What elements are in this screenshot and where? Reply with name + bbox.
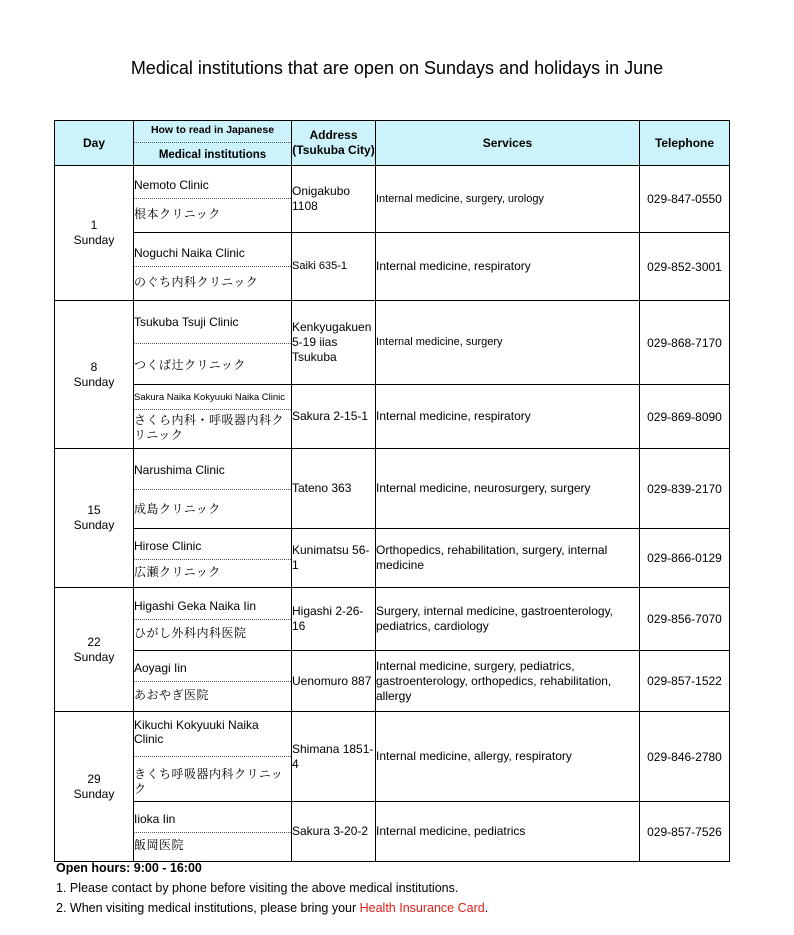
institution-cell [134, 449, 292, 529]
day-number: 8 [90, 359, 98, 374]
institution-cell [134, 301, 292, 385]
institution-name-en: Tsukuba Tsuji Clinic [134, 309, 291, 344]
institution-cell [134, 233, 292, 301]
note-contact-phone: 1. Please contact by phone before visiting the above medical institutions. [56, 881, 459, 895]
insurance-card-highlight: Health Insurance Card [359, 901, 485, 915]
day-number: 15 [87, 503, 101, 517]
institution-cell [134, 802, 292, 862]
telephone-cell: 029-866-0129 [640, 529, 730, 588]
institution-name-en: Sakura Naika Kokyuuki Naika Clinic [134, 386, 291, 410]
address-cell: Uenomuro 887 [292, 651, 376, 712]
table-row [55, 529, 730, 588]
services-cell: Internal medicine, neurosurgery, surgery [376, 449, 640, 529]
table-row [55, 385, 730, 449]
institution-cell [134, 588, 292, 651]
institution-name-jp: さくら内科・呼吸器内科クリニック [134, 413, 285, 442]
address-cell: Sakura 3-20-2 [292, 802, 376, 862]
telephone-cell: 029-846-2780 [640, 712, 730, 802]
address-cell: Onigakubo 1108 [292, 166, 376, 233]
day-name: Sunday [73, 233, 115, 247]
institution-name-en: Narushima Clinic [134, 457, 291, 490]
services-cell: Orthopedics, rehabilitation, surgery, internal medicine [376, 529, 640, 588]
institution-name-jp: 成島クリニック [134, 501, 221, 516]
institution-name-jp: 飯岡医院 [134, 838, 185, 852]
institution-name-en: Higashi Geka Naika Iin [134, 593, 291, 620]
day-cell [55, 588, 134, 712]
institution-name-jp: ひがし外科内科医院 [134, 626, 247, 640]
day-cell [55, 301, 134, 449]
institution-name-en: Nemoto Clinic [134, 172, 291, 199]
day-cell [55, 166, 134, 301]
note-insurance-prefix: 2. When visiting medical institutions, please bring your [56, 901, 360, 915]
telephone-cell: 029-839-2170 [640, 449, 730, 529]
institution-name-jp: 広瀬クリニック [134, 564, 221, 579]
services-cell: Internal medicine, allergy, respiratory [376, 712, 640, 802]
institution-cell [134, 166, 292, 233]
day-number: 22 [87, 634, 101, 649]
institution-cell [134, 651, 292, 712]
day-name: Sunday [73, 649, 115, 664]
table-row [55, 588, 730, 651]
day-cell [55, 712, 134, 862]
telephone-cell: 029-857-7526 [640, 802, 730, 862]
header-day: Day [55, 121, 134, 166]
institution-name-en: Aoyagi Iin [134, 655, 291, 682]
institution-cell [134, 385, 292, 449]
table-row [55, 802, 730, 862]
header-services: Services [376, 121, 640, 166]
day-name: Sunday [73, 786, 115, 801]
telephone-cell: 029-868-7170 [640, 301, 730, 385]
day-name: Sunday [73, 374, 115, 389]
telephone-cell: 029-857-1522 [640, 651, 730, 712]
institution-cell [134, 529, 292, 588]
table-row [55, 233, 730, 301]
telephone-cell: 029-847-0550 [640, 166, 730, 233]
institution-name-jp: きくち呼吸器内科クリニック [134, 767, 284, 796]
notes-section [56, 858, 488, 918]
institution-name-en: Iioka Iin [134, 806, 291, 833]
table-row [55, 651, 730, 712]
day-number: 29 [87, 771, 101, 786]
header-how-to-read: How to read in Japanese [134, 122, 291, 143]
table-row [55, 712, 730, 802]
note-insurance-suffix: . [484, 901, 489, 915]
institution-cell [134, 712, 292, 802]
day-name: Sunday [73, 518, 115, 532]
address-cell: Kenkyugakuen 5-19 iias Tsukuba [292, 301, 376, 385]
services-cell: Internal medicine, respiratory [376, 385, 640, 449]
services-cell: Internal medicine, surgery, pediatrics, gastroenterology, orthopedics, rehabilitation, allergy [376, 651, 640, 712]
address-cell: Kunimatsu 56-1 [292, 529, 376, 588]
institution-name-en: Hirose Clinic [134, 533, 291, 560]
address-cell: Higashi 2-26-16 [292, 588, 376, 651]
table-row [55, 449, 730, 529]
address-cell: Tateno 363 [292, 449, 376, 529]
schedule-table [54, 120, 730, 862]
institution-name-jp: あおやぎ医院 [134, 688, 210, 702]
address-cell: Saiki 635-1 [292, 233, 376, 301]
telephone-cell: 029-856-7070 [640, 588, 730, 651]
note-insurance-card [56, 898, 488, 918]
table-row [55, 166, 730, 233]
institution-name-en: Kikuchi Kokyuuki Naika Clinic [134, 712, 291, 757]
header-medical-institutions: Medical institutions [158, 148, 267, 161]
open-hours: Open hours: 9:00 - 16:00 [56, 861, 202, 875]
header-telephone: Telephone [640, 121, 730, 166]
institution-name-en: Noguchi Naika Clinic [134, 240, 291, 267]
header-address: Address (Tsukuba City) [292, 121, 376, 166]
services-cell: Internal medicine, pediatrics [376, 802, 640, 862]
address-cell: Sakura 2-15-1 [292, 385, 376, 449]
services-cell: Internal medicine, surgery [376, 301, 640, 385]
services-cell: Internal medicine, respiratory [376, 233, 640, 301]
header-institution [134, 121, 292, 166]
services-cell: Internal medicine, surgery, urology [376, 166, 640, 233]
day-number: 1 [90, 218, 98, 232]
services-cell: Surgery, internal medicine, gastroenterology, pediatrics, cardiology [376, 588, 640, 651]
institution-name-jp: のぐち内科クリニック [134, 274, 259, 289]
table-row [55, 301, 730, 385]
address-cell: Shimana 1851-4 [292, 712, 376, 802]
telephone-cell: 029-869-8090 [640, 385, 730, 449]
day-cell [55, 449, 134, 588]
page-title: Medical institutions that are open on Sundays and holidays in June [130, 58, 664, 78]
institution-name-jp: つくば辻クリニック [134, 357, 246, 372]
telephone-cell: 029-852-3001 [640, 233, 730, 301]
institution-name-jp: 根本クリニック [134, 207, 221, 221]
